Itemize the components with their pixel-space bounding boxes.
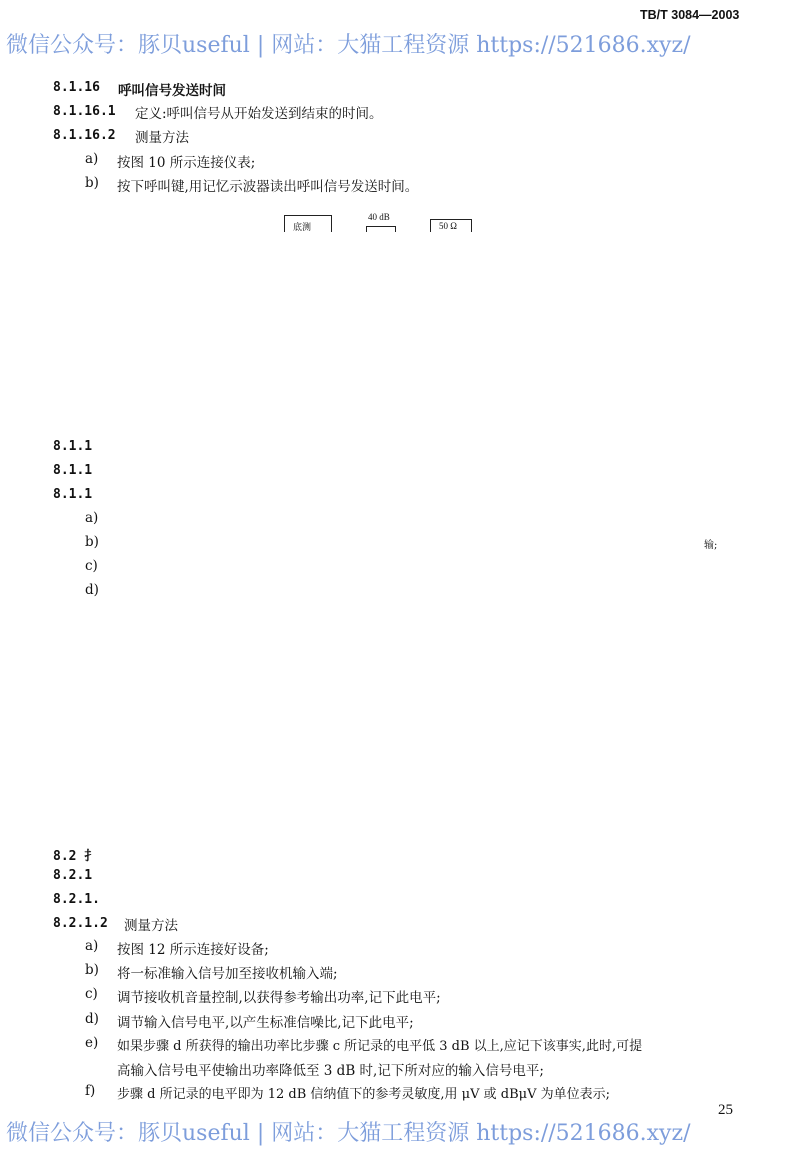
step-text: 调节输入信号电平,以产生标准信噪比,记下此电平; [117,1015,414,1031]
step-label: c) [85,986,98,1002]
step-label: d) [85,582,99,598]
watermark-top: 微信公众号：豚贝useful | 网站：大猫工程资源 https://521686.xyz/ [6,33,691,58]
step-label: b) [85,175,99,191]
step-text: 按图 10 所示连接仪表; [117,155,256,171]
step-label: b) [85,962,99,978]
step-label: c) [85,558,98,574]
attenuator-label: 40 dB [368,212,390,222]
figure-box-load [430,219,472,232]
standard-number: TB/T 3084—2003 [640,8,740,22]
step-text: 如果步骤 d 所获得的输出功率比步骤 c 所记录的电平低 3 dB 以上,应记下该事实,此时,可提 [117,1039,643,1054]
step-text-fragment: 输; [704,540,718,551]
figure-box-label: 底测 [293,222,312,232]
section-number-fragment: 8.2 扌 [53,849,98,864]
step-label: a) [85,151,99,167]
section-number-fragment: 8.1.1 [53,463,93,478]
method-title: 测量方法 [124,918,178,934]
method-number: 8.1.16.2 [53,128,116,143]
step-text: 将一标准输入信号加至接收机输入端; [117,966,338,982]
step-label: b) [85,534,99,550]
section-number-fragment: 8.2.1 [53,868,93,883]
method-title: 测量方法 [135,130,189,146]
step-text-continued: 高输入信号电平使输出功率降低至 3 dB 时,记下所对应的输入信号电平; [117,1063,544,1079]
figure-box-source [284,215,332,232]
step-label: a) [85,938,99,954]
step-label: d) [85,1011,99,1027]
step-text: 步骤 d 所记录的电平即为 12 dB 信纳值下的参考灵敏度,用 μV 或 dBμV 为单位表示; [117,1087,610,1102]
step-text: 按图 12 所示连接好设备; [117,942,269,958]
section-number: 8.1.16 [53,80,100,95]
section-number-fragment: 8.1.1 [53,487,93,502]
definition-number: 8.1.16.1 [53,104,116,119]
step-label: a) [85,510,99,526]
step-label: f) [85,1083,96,1099]
page-number: 25 [718,1102,733,1118]
attenuator-box [366,226,396,232]
step-text: 按下呼叫键,用记忆示波器读出呼叫信号发送时间。 [117,179,419,195]
step-text: 调节接收机音量控制,以获得参考输出功率,记下此电平; [117,990,441,1006]
method-number: 8.2.1.2 [53,916,108,931]
section-number-fragment: 8.1.1 [53,439,93,454]
section-number-fragment: 8.2.1. [53,892,100,907]
watermark-bottom: 微信公众号：豚贝useful | 网站：大猫工程资源 https://521686.xyz/ [6,1121,691,1146]
figure-box-label: 50 Ω [439,221,457,231]
step-label: e) [85,1035,99,1051]
definition-text: 定义:呼叫信号从开始发送到结束的时间。 [135,106,383,122]
section-title: 呼叫信号发送时间 [118,83,226,99]
